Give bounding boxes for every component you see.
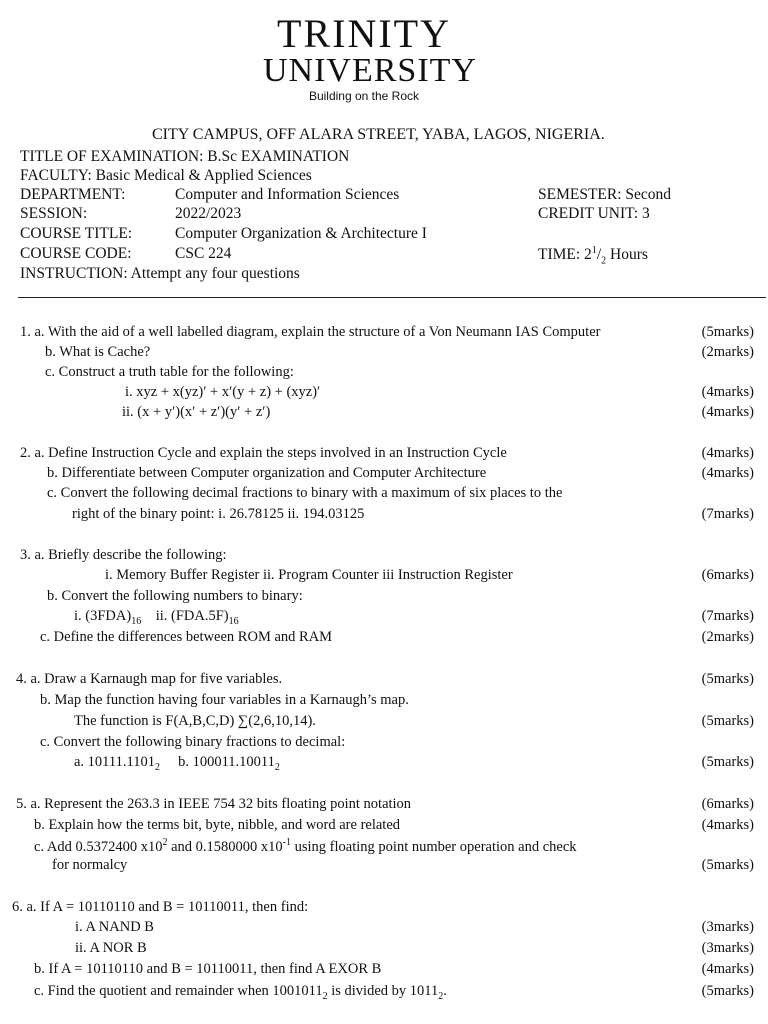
- q3-b: b. Convert the following numbers to binary:: [47, 588, 303, 604]
- q4-c-a: a. 10111.1101: [74, 754, 155, 770]
- q3-b-ii: ii. (FDA.5F): [155, 608, 229, 624]
- logo-university: UNIVERSITY: [263, 52, 477, 89]
- q3-a-marks: (6marks): [701, 567, 754, 583]
- q3-a: 3. a. Briefly describe the following:: [20, 547, 227, 563]
- semester: SEMESTER: Second: [538, 186, 672, 203]
- q2-c: c. Convert the following decimal fractions to binary with a maximum of six places to the: [47, 485, 563, 501]
- credit-unit: CREDIT UNIT: 3: [538, 205, 650, 222]
- q6-c-marks: (5marks): [701, 983, 754, 999]
- q4-a-marks: (5marks): [701, 671, 754, 687]
- q6-b: b. If A = 10110110 and B = 10110011, then find A EXOR B: [34, 961, 382, 977]
- q6-a-ii-marks: (3marks): [701, 940, 754, 956]
- q6-c-pre: c. Find the quotient and remainder when 1001011: [34, 983, 323, 999]
- q2-c-marks: (7marks): [701, 506, 754, 522]
- q5-c: [34, 837, 577, 856]
- q6-c: [34, 983, 447, 1002]
- q2-a: 2. a. Define Instruction Cycle and explain the steps involved in an Instruction Cycle: [20, 445, 507, 461]
- q6-a-i: i. A NAND B: [75, 919, 154, 935]
- q3-a-items: i. Memory Buffer Register ii. Program Counter iii Instruction Register: [105, 567, 513, 583]
- q1-a: 1. a. With the aid of a well labelled diagram, explain the structure of a Von Neumann IAS Computer: [20, 324, 601, 340]
- q3-b-ii-base: 16: [228, 615, 239, 627]
- q6-b-marks: (4marks): [701, 961, 754, 977]
- q5-b-marks: (4marks): [701, 817, 754, 833]
- q1-b-marks: (2marks): [701, 344, 754, 360]
- q3-b-marks: (7marks): [701, 608, 754, 624]
- q4-b-marks: (5marks): [701, 713, 754, 729]
- q4-c: c. Convert the following binary fractions to decimal:: [40, 734, 346, 750]
- time-label: TIME: 2: [538, 246, 592, 264]
- q2-a-marks: (4marks): [701, 445, 754, 461]
- q5-b: b. Explain how the terms bit, byte, nibble, and word are related: [34, 817, 401, 833]
- q1-c-i-marks: (4marks): [701, 384, 754, 400]
- q4-c-a-base: 2: [154, 761, 160, 773]
- q3-b-items: [74, 608, 239, 627]
- logo-trinity: TRINITY: [277, 11, 451, 56]
- q6-c-post: .: [443, 983, 447, 999]
- title-of-examination: TITLE OF EXAMINATION: B.Sc EXAMINATION: [20, 148, 350, 165]
- faculty: FACULTY: Basic Medical & Applied Sciences: [20, 167, 312, 184]
- session-value: 2022/2023: [175, 205, 242, 222]
- q5-c-pre: c. Add 0.5372400 x10: [34, 838, 163, 855]
- q5-c-marks: (5marks): [701, 857, 754, 873]
- session-label: SESSION:: [20, 205, 88, 222]
- q4-b-function: The function is F(A,B,C,D) ∑(2,6,10,14).: [74, 713, 316, 729]
- course-code-label: COURSE CODE:: [20, 245, 132, 262]
- time-fraction-num: 1: [591, 245, 597, 256]
- q1-c-ii-marks: (4marks): [701, 404, 754, 420]
- department-value: Computer and Information Sciences: [175, 186, 400, 203]
- q3-b-i-base: 16: [131, 615, 142, 627]
- q6-c-mid: is divided by 1011: [327, 983, 439, 999]
- q1-a-marks: (5marks): [701, 324, 754, 340]
- q6-a-ii: ii. A NOR B: [75, 940, 147, 956]
- q2-b: b. Differentiate between Computer organization and Computer Architecture: [47, 465, 487, 481]
- q1-c-ii: ii. (x + y′)(x′ + z′)(y′ + z′): [122, 404, 271, 420]
- q5-c-mid: and 0.1580000 x10: [167, 838, 283, 855]
- q1-c: c. Construct a truth table for the following:: [45, 364, 294, 380]
- q4-b: b. Map the function having four variables in a Karnaugh’s map.: [40, 692, 409, 708]
- q3-c-marks: (2marks): [701, 629, 754, 645]
- instruction: INSTRUCTION: Attempt any four questions: [20, 265, 300, 282]
- q6-c-base1: 2: [322, 990, 328, 1002]
- course-code-value: CSC 224: [175, 245, 232, 262]
- q4-a: 4. a. Draw a Karnaugh map for five variables.: [16, 671, 283, 687]
- q2-c-values: right of the binary point: i. 26.78125 ii. 194.03125: [72, 506, 365, 522]
- q4-c-b-base: 2: [274, 761, 280, 773]
- q6-c-base2: 2: [438, 990, 444, 1002]
- q4-c-marks: (5marks): [701, 754, 754, 770]
- department-label: DEPARTMENT:: [20, 186, 126, 203]
- q4-c-items: [74, 754, 280, 773]
- q6-a-i-marks: (3marks): [701, 919, 754, 935]
- q1-b: b. What is Cache?: [45, 344, 151, 360]
- q2-b-marks: (4marks): [701, 465, 754, 481]
- q5-c-exp1: 2: [162, 837, 168, 848]
- campus-address: CITY CAMPUS, OFF ALARA STREET, YABA, LAGOS, NIGERIA.: [152, 126, 605, 143]
- course-title-value: Computer Organization & Architecture I: [175, 225, 427, 242]
- q5-a: 5. a. Represent the 263.3 in IEEE 754 32 bits floating point notation: [16, 796, 412, 812]
- q6-a: 6. a. If A = 10110110 and B = 10110011, then find:: [12, 899, 309, 915]
- q5-c-cont: for normalcy: [52, 857, 128, 873]
- time-unit: Hours: [606, 246, 648, 264]
- q3-c: c. Define the differences between ROM and RAM: [40, 629, 333, 645]
- time-fraction-den: 2: [601, 255, 607, 267]
- logo-motto: Building on the Rock: [308, 89, 420, 103]
- q3-b-i: i. (3FDA): [74, 608, 132, 624]
- course-title-label: COURSE TITLE:: [20, 225, 133, 242]
- q5-a-marks: (6marks): [701, 796, 754, 812]
- q5-c-post: using floating point number operation and check: [291, 838, 577, 855]
- q4-c-b: b. 100011.10011: [178, 754, 275, 770]
- header-divider: [18, 297, 766, 298]
- q5-c-exp2: -1: [282, 837, 292, 848]
- exam-time: TIME: $2^1/_2$ Hours: [538, 245, 648, 267]
- q1-c-i: i. xyz + x(yz)′ + x′(y + z) + (xyz)′: [125, 384, 321, 400]
